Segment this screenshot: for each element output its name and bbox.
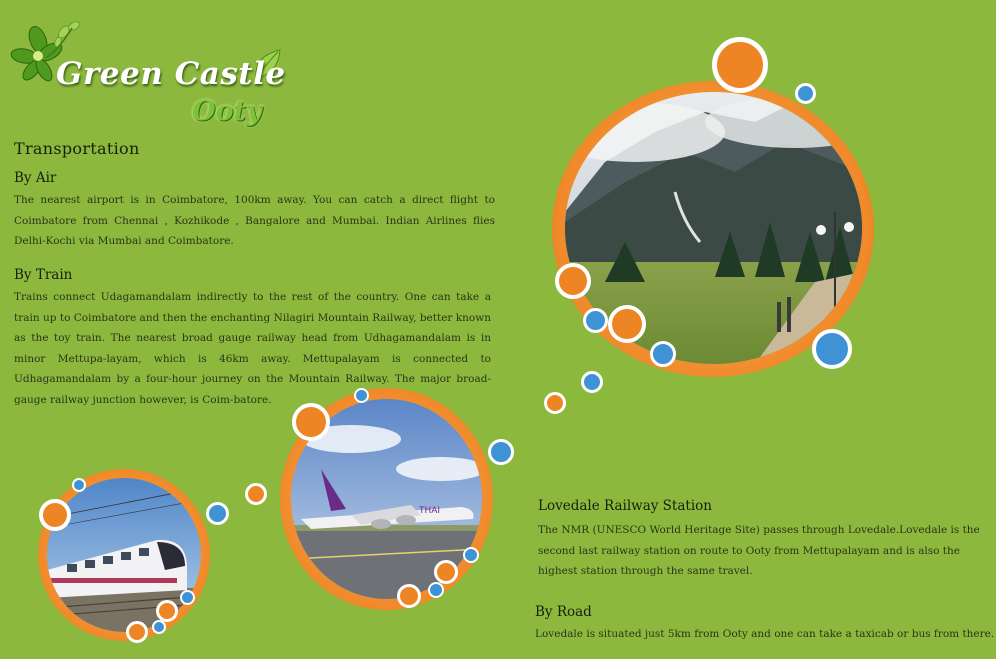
bubble-blue xyxy=(206,502,229,525)
bubble-orange xyxy=(555,263,591,299)
bubble-orange xyxy=(434,560,458,584)
bubble-blue xyxy=(812,329,852,369)
by-air-text: The nearest airport is in Coimbatore, 100km away. You can catch a direct flight to Coimbatore from Chennai , Kozhikode , Bangalore and Mumbai. Indian Airlines flies Delhi-Kochi via Mumbai and Coimbatore. xyxy=(14,194,495,247)
lovedale-heading: Lovedale Railway Station xyxy=(538,498,712,514)
bubble-blue xyxy=(795,83,816,104)
bubble-blue xyxy=(583,308,608,333)
bubble-blue xyxy=(488,439,514,465)
bubble-blue xyxy=(581,371,603,393)
logo-title: Green Castle xyxy=(56,56,286,92)
by-air-heading: By Air xyxy=(14,170,57,186)
by-road-heading: By Road xyxy=(535,604,592,620)
bubble-blue xyxy=(72,478,86,492)
bubble-orange xyxy=(712,37,768,93)
bubble-orange xyxy=(608,305,646,343)
by-road-text: Lovedale is situated just 5km from Ooty and one can take a taxicab or bus from there. xyxy=(535,628,995,640)
bubble-blue xyxy=(428,582,444,598)
by-train-text: Trains connect Udagamandalam indirectly to the rest of the country. One can take a train up to Coimbatore and then the enchanting Nilagiri Mountain Railway, better known as the toy train. The nearest broad gauge railway head from Udhagamandalam is in minor Mettupa-layam, which is 46km away. Mettupalayam is connected to Udhagamandalam by a four-hour journey on the Mountain Railway. The major broad-gauge railway junction however, is Coim-batore. xyxy=(14,291,491,406)
lovedale-text: The NMR (UNESCO World Heritage Site) passes through Lovedale.Lovedale is the second last railway station on route to Ooty from Mettupalayam and is also the highest station through the same travel. xyxy=(538,524,980,577)
bubble-blue xyxy=(152,620,166,634)
bubble-blue xyxy=(354,388,369,403)
logo-subtitle: Ooty xyxy=(192,96,262,127)
logo xyxy=(10,18,290,138)
bubble-orange xyxy=(156,600,178,622)
by-train-heading: By Train xyxy=(14,267,73,283)
bubble-blue xyxy=(180,590,195,605)
section-title: Transportation xyxy=(14,139,140,158)
bubble-orange xyxy=(397,584,421,608)
svg-text:THAI: THAI xyxy=(419,506,441,516)
bubble-orange xyxy=(39,499,71,531)
bubble-blue xyxy=(463,547,479,563)
bubble-orange xyxy=(126,621,148,643)
bubble-blue xyxy=(650,341,676,367)
bubble-orange xyxy=(292,403,330,441)
bubble-orange xyxy=(245,483,267,505)
bubble-orange xyxy=(544,392,566,414)
